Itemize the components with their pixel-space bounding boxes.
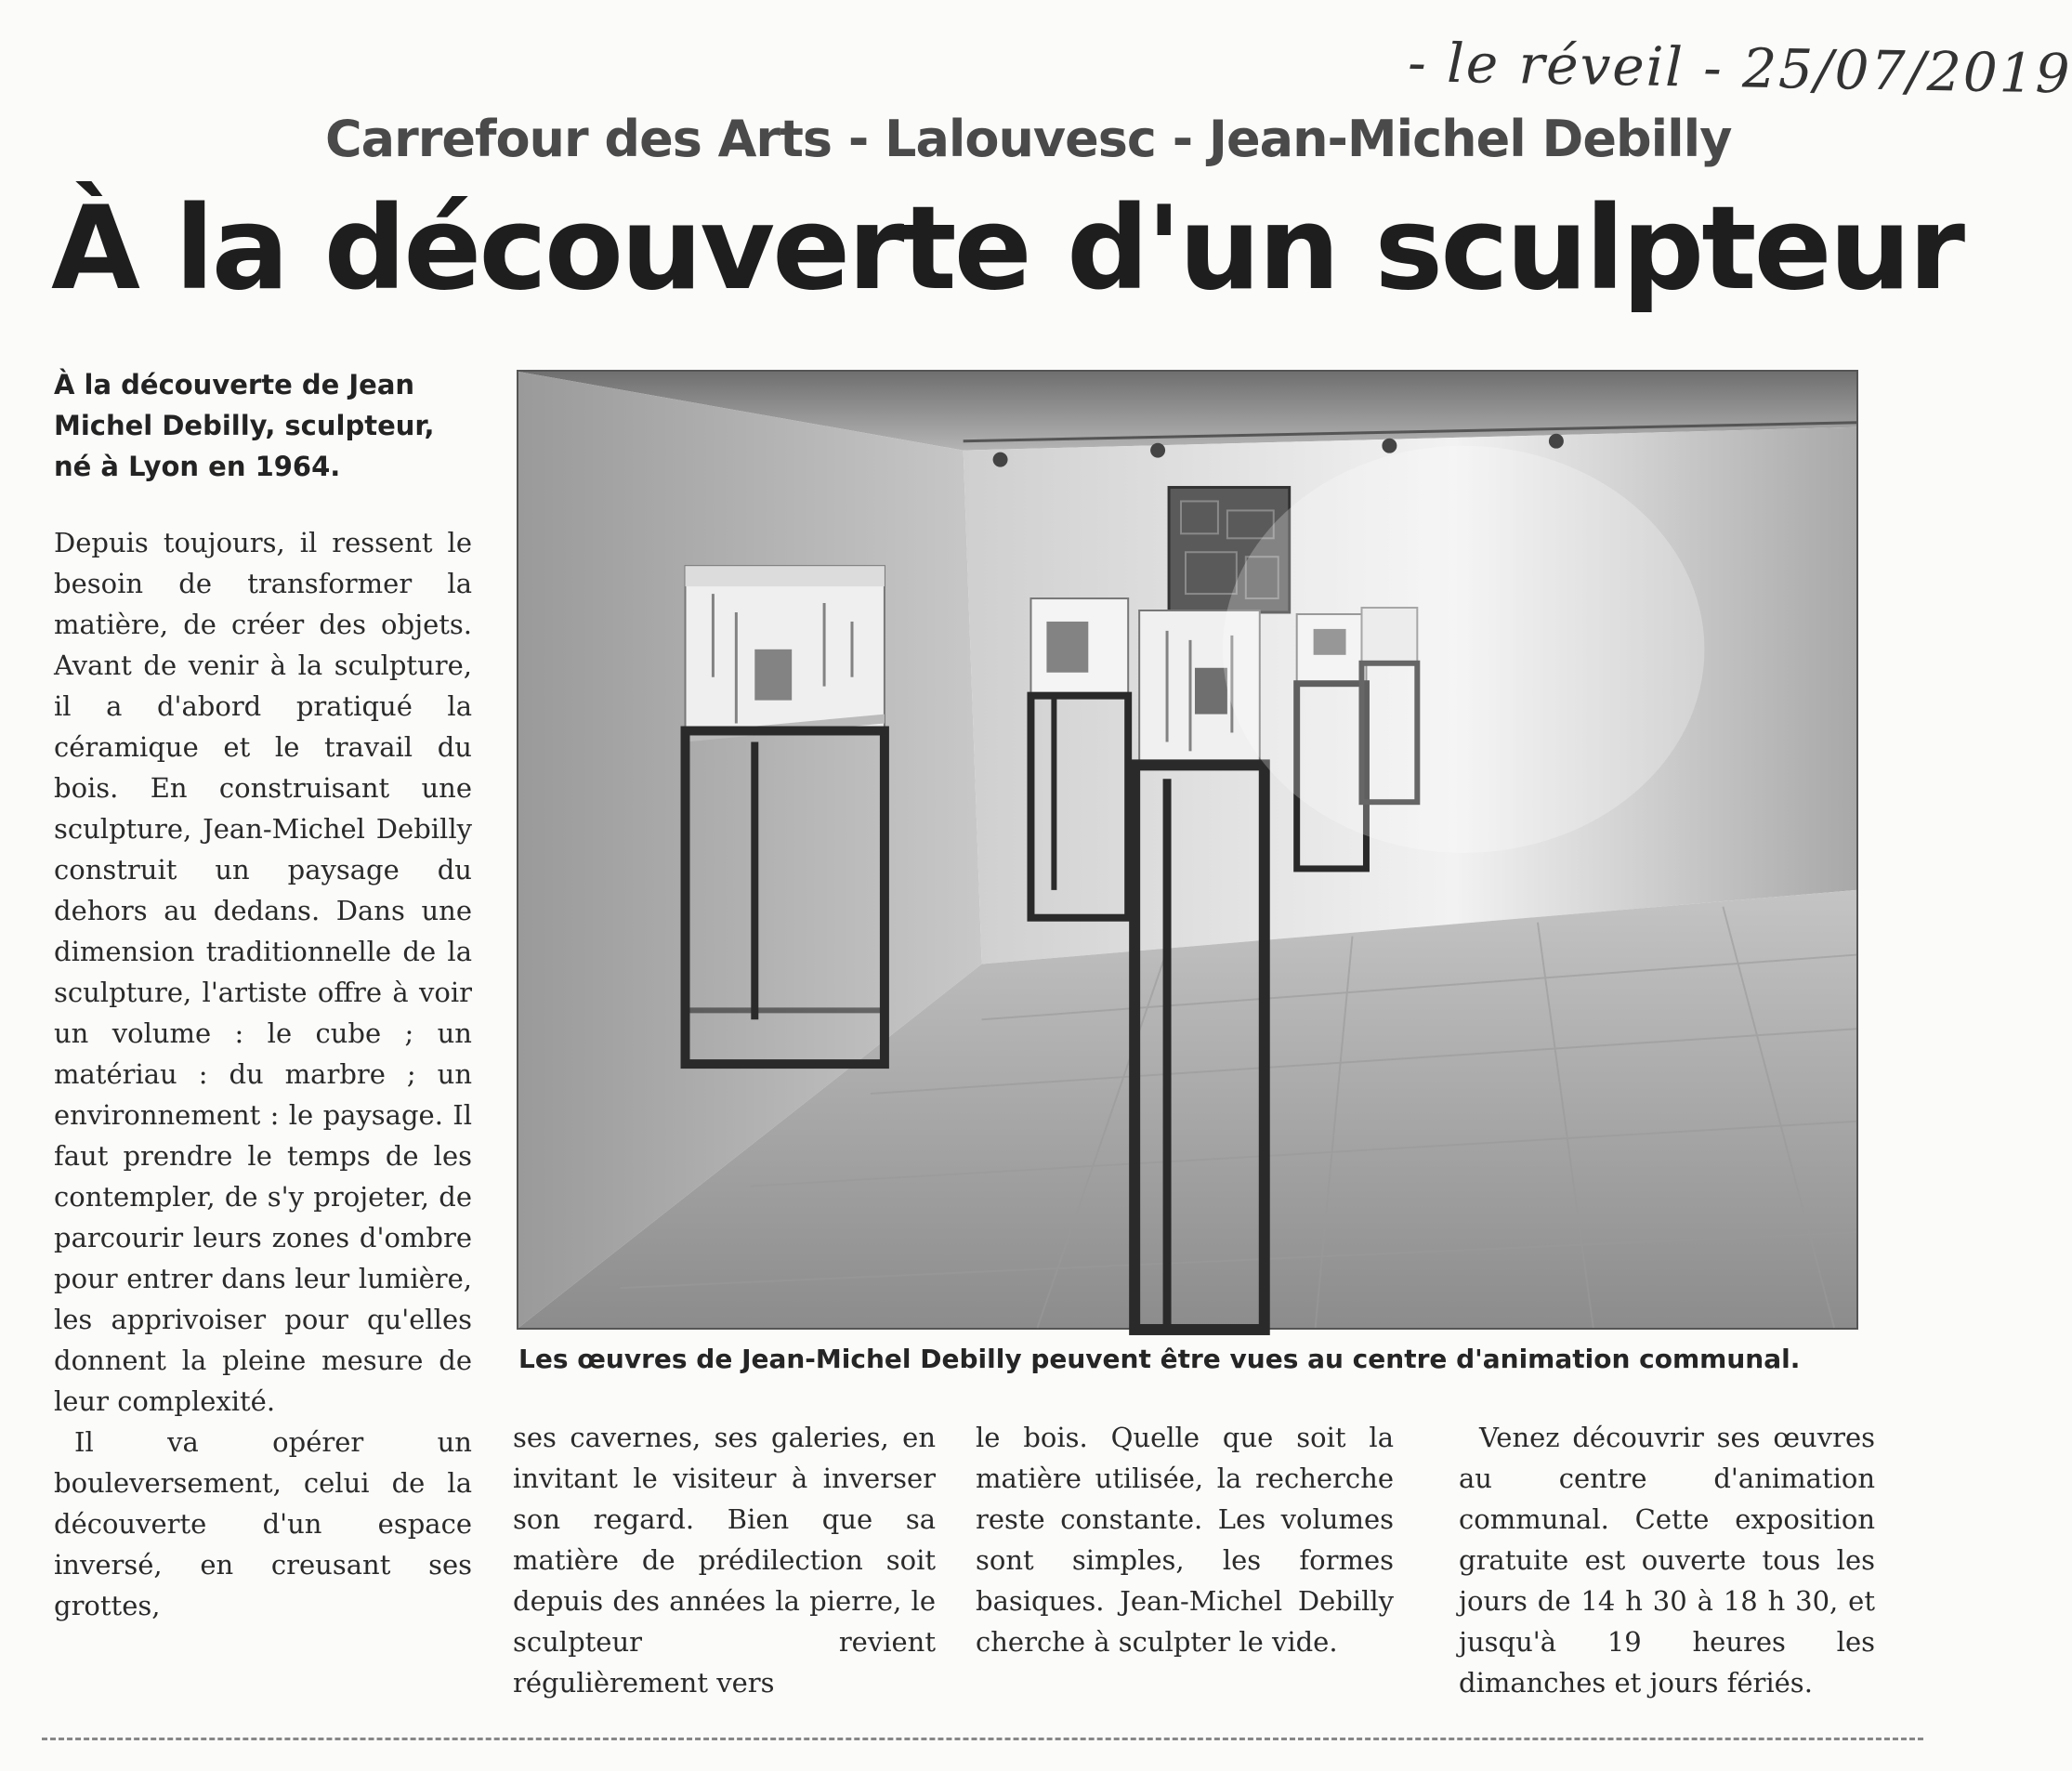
body-paragraph-3: Venez découvrir ses œuvres au centre d'animation communal. Cette exposition gratuite est ouverte tous les jours de 14 h 30 à 18 h 30, et jusqu'à 19 heures les dimanches et jours fériés. [1459,1422,1875,1699]
handwritten-date-note: - le réveil - 25/07/2019 [1407,31,2072,106]
article-column-3 [976,1417,1394,1662]
exhibition-photo [517,370,1858,1330]
photo-caption: Les œuvres de Jean-Michel Debilly peuvent être vues au centre d'animation communal. [518,1344,1801,1374]
body-paragraph-1: Depuis toujours, il ressent le besoin de transformer la matière, de créer des objets. Avant de venir à la sculpture, il a d'abord pratiqué la céramique et le travail du bois. En construisant une sculpture, Jean-Michel Debilly construit un paysage du dehors au dedans. Dans une dimension traditionnelle de la sculpture, l'artiste offre à voir un volume : le cube ; un matériau : du marbre ; un environnement : le paysage. Il faut prendre le temps de les contempler, de s'y projeter, de parcourir leurs zones d'ombre pour entrer dans leur lumière, les apprivoiser pour qu'elles donnent la pleine mesure de leur complexité. [54,527,472,1417]
body-paragraph-2-end: le bois. Quelle que soit la matière utilisée, la recherche reste constante. Les volumes sont simples, les formes basiques. Jean-Michel Debilly cherche à sculpter le vide. [976,1422,1394,1658]
article-column-2 [513,1417,936,1703]
body-paragraph-2-start: Il va opérer un bouleversement, celui de la découverte d'un espace inversé, en creusant ses grottes, [54,1426,472,1621]
bottom-cut-line [42,1738,1923,1740]
body-paragraph-2-continued: ses cavernes, ses galeries, en invitant le visiteur à inverser son regard. Bien que sa matière de prédilection soit depuis des années la pierre, le sculpteur revient régulièrement vers [513,1422,936,1699]
article-column-1 [54,522,472,1626]
gallery-photo-illustration [518,372,1856,1328]
article-lead: À la découverte de Jean Michel Debilly, sculpteur, né à Lyon en 1964. [54,369,435,482]
article-kicker: Carrefour des Arts - Lalouvesc - Jean-Michel Debilly [325,110,1732,168]
article-headline: À la découverte d'un sculpteur [51,182,1963,316]
article-column-4 [1459,1417,1875,1703]
